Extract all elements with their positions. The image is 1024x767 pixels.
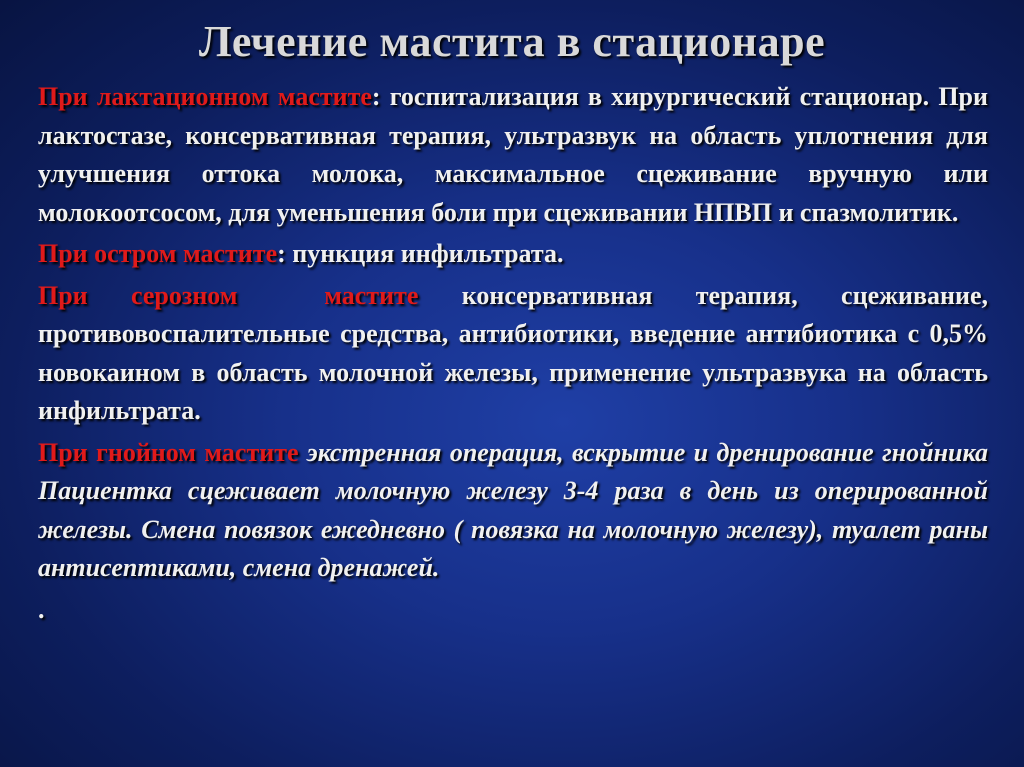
- paragraph-lactational: [38, 78, 988, 232]
- slide-title: Лечение мастита в стационаре: [198, 17, 826, 66]
- slide-body: [38, 78, 988, 632]
- paragraph-acute: [38, 235, 988, 274]
- highlight-serous: При серозном мастите: [38, 280, 419, 310]
- text-purulent: экстренная операция, вскрытие и дренирование гнойника Пациентка сцеживает молочную железу 3-4 раза в день из оперированной железы. Смена повязок ежедневно ( повязка на молочную железу), туалет раны антисептиками, смена дренажей.: [38, 437, 989, 582]
- highlight-purulent: При гнойном мастите: [38, 437, 299, 467]
- paragraph-serous: [38, 277, 988, 431]
- highlight-lactational: При лактационном мастите: [38, 82, 372, 111]
- text-lactational: : госпитализация в хирургический стационар. При лактостазе, консервативная терапия, ультразвук на область уплотнения для улучшения оттока молока, максимальное сцеживание вручную или молокоотсосом, для уменьшения боли при сцеживании НПВП и спазмолитик.: [38, 82, 988, 227]
- highlight-acute: При остром мастите: [38, 239, 278, 268]
- paragraph-purulent: [38, 434, 988, 588]
- text-serous: консервативная терапия, сцеживание, противовоспалительные средства, антибиотики, введение антибиотика с 0,5% новокаином в область молочной железы, применение ультразвука на область инфильтрата.: [38, 280, 988, 425]
- text-acute: : пункция инфильтрата.: [277, 239, 564, 268]
- trailing-dot: .: [38, 594, 45, 624]
